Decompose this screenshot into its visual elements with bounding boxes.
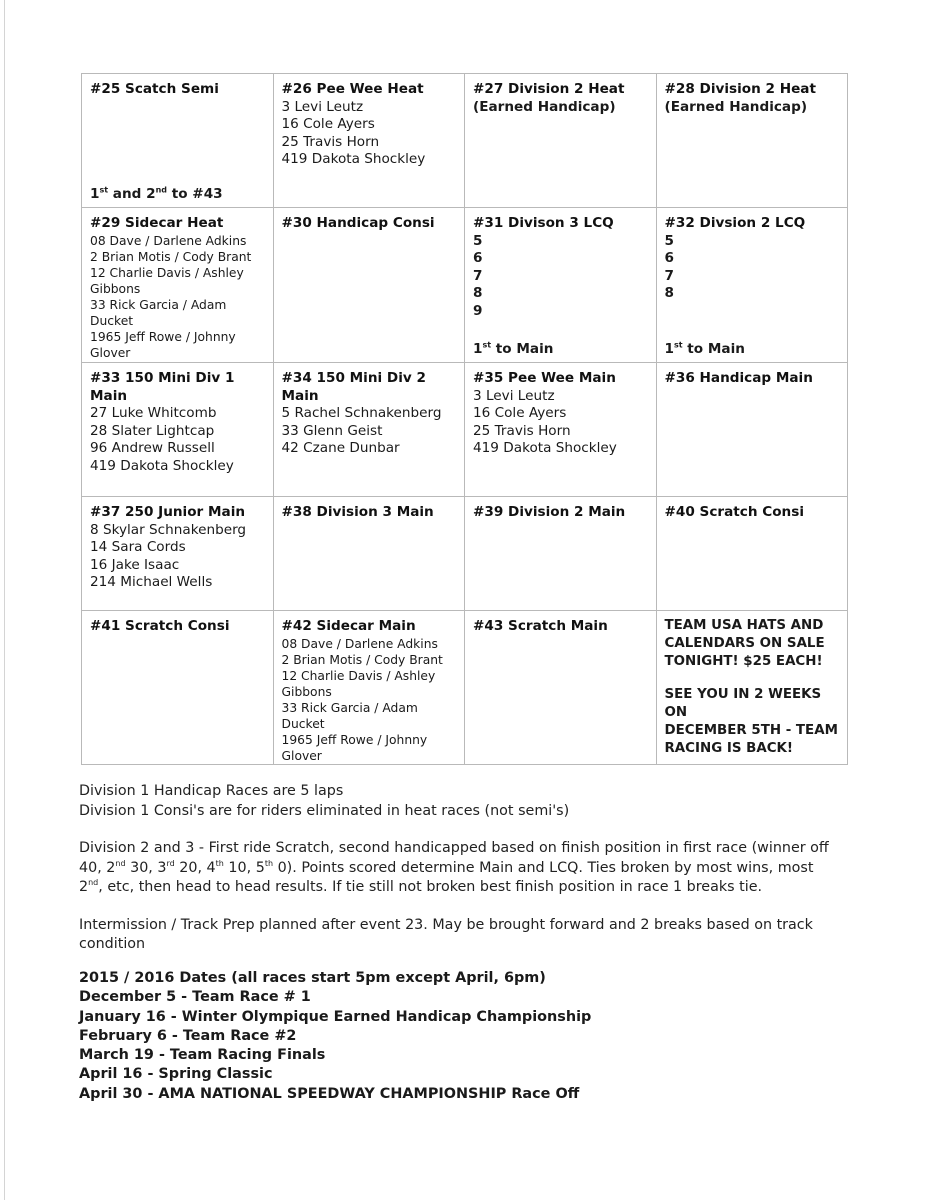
race-cell-27 [465, 74, 657, 208]
race-cell-43 [465, 611, 657, 765]
rider-entry: Glover [281, 748, 322, 763]
rider-entry: 25 Travis Horn [281, 133, 380, 150]
rider-entry: 08 Dave / Darlene Adkins [90, 233, 247, 248]
rider-entry: Gibbons [281, 684, 332, 699]
race-cell-30 [273, 208, 465, 363]
promo-line: DECEMBER 5TH - TEAM [664, 723, 838, 738]
rider-entry: 5 Rachel Schnakenberg [281, 405, 442, 422]
promo-line: TONIGHT! $25 EACH! [664, 654, 823, 669]
race-title: #36 Handicap Main [664, 370, 813, 386]
race-schedule-grid [81, 73, 848, 765]
rider-entry: Ducket [281, 716, 325, 731]
note-line: Division 1 Handicap Races are 5 laps [79, 783, 344, 799]
race-title: #37 250 Junior Main [90, 504, 246, 520]
rider-entry: 16 Cole Ayers [473, 405, 567, 422]
rider-entry: 1965 Jeff Rowe / Johnny [90, 329, 236, 344]
race-cell-34 [273, 363, 465, 497]
race-title: #34 150 Mini Div 2 Main [281, 370, 426, 404]
race-cell-32 [656, 208, 848, 363]
date-item: February 6 - Team Race #2 [79, 1027, 297, 1044]
rider-entry: 33 Glenn Geist [281, 422, 383, 439]
rider-entry: 6 [664, 250, 674, 267]
rider-entry: 3 Levi Leutz [473, 387, 555, 404]
rider-entry: 16 Cole Ayers [281, 116, 375, 133]
dates-heading: 2015 / 2016 Dates (all races start 5pm except April, 6pm) [79, 970, 546, 986]
race-cell-29 [82, 208, 274, 363]
race-cell-41 [82, 611, 274, 765]
rider-entry: 08 Dave / Darlene Adkins [281, 636, 438, 651]
race-title: #25 Scatch Semi [90, 81, 219, 97]
advance-note: 1st to Main [473, 340, 554, 358]
rider-entry: 42 Czane Dunbar [281, 440, 400, 457]
rider-entry: 8 [473, 285, 483, 302]
date-item: March 19 - Team Racing Finals [79, 1047, 326, 1064]
race-title: #41 Scratch Consi [90, 618, 230, 634]
schedule-row [82, 611, 848, 765]
race-title: #29 Sidecar Heat [90, 215, 224, 231]
rider-entry: 6 [473, 250, 483, 267]
race-title: #40 Scratch Consi [664, 504, 804, 520]
rider-entry: 33 Rick Garcia / Adam [90, 297, 227, 312]
race-cell-25 [82, 74, 274, 208]
race-cell-35 [465, 363, 657, 497]
race-cell-37 [82, 497, 274, 611]
note-line: condition [79, 936, 146, 952]
race-cell-31 [465, 208, 657, 363]
rider-entry: 419 Dakota Shockley [90, 457, 234, 474]
race-subtitle: (Earned Handicap) [664, 98, 808, 115]
schedule-row [82, 74, 848, 208]
rider-entry: Glover [90, 345, 131, 360]
race-cell-36 [656, 363, 848, 497]
rider-entry: 28 Slater Lightcap [90, 422, 215, 439]
race-title: #39 Division 2 Main [473, 504, 626, 520]
race-title: #30 Handicap Consi [281, 215, 435, 231]
date-item: April 16 - Spring Classic [79, 1066, 273, 1083]
note-line: Division 2 and 3 - First ride Scratch, second handicapped based on finish position in first race (winner off [79, 840, 829, 856]
race-subtitle: (Earned Handicap) [473, 98, 616, 115]
promo-line: CALENDARS ON SALE [664, 636, 825, 651]
rules-notes [79, 782, 879, 955]
race-cell-42 [273, 611, 465, 765]
promo-line: SEE YOU IN 2 WEEKS ON [664, 687, 822, 720]
season-dates [79, 969, 591, 1104]
race-title: #27 Division 2 Heat [473, 81, 625, 97]
rider-entry: 5 [473, 232, 483, 249]
rider-entry: Gibbons [90, 281, 141, 296]
rider-entry: 27 Luke Whitcomb [90, 405, 217, 422]
rider-entry: 419 Dakota Shockley [473, 440, 617, 457]
race-cell-33 [82, 363, 274, 497]
note-line: Intermission / Track Prep planned after event 23. May be brought forward and 2 breaks based on track [79, 916, 813, 933]
race-title: #32 Divsion 2 LCQ [664, 215, 806, 231]
rider-entry: 8 Skylar Schnakenberg [90, 521, 247, 538]
note-line: 2nd, etc, then head to head results. If tie still not broken best finish position in race 1 breaks tie. [79, 878, 763, 895]
race-cell-38 [273, 497, 465, 611]
note-line: Division 1 Consi's are for riders eliminated in heat races (not semi's) [79, 802, 570, 819]
schedule-row [82, 497, 848, 611]
date-item: April 30 - AMA NATIONAL SPEEDWAY CHAMPIONSHIP Race Off [79, 1085, 580, 1102]
advance-note: 1st to Main [664, 340, 745, 358]
date-item: December 5 - Team Race # 1 [79, 989, 311, 1006]
rider-entry: 214 Michael Wells [90, 574, 213, 591]
rider-entry: 96 Andrew Russell [90, 440, 215, 457]
note-line: 40, 2nd 30, 3rd 20, 4th 10, 5th 0). Points scored determine Main and LCQ. Ties broken by most wins, most [79, 858, 814, 876]
schedule-row [82, 208, 848, 363]
race-cell-40 [656, 497, 848, 611]
rider-entry: 2 Brian Motis / Cody Brant [90, 249, 252, 264]
race-cell-39 [465, 497, 657, 611]
race-title: #31 Divison 3 LCQ [473, 215, 614, 231]
promo-line: TEAM USA HATS AND [664, 618, 824, 633]
advance-note: 1st and 2nd to #43 [90, 185, 223, 203]
schedule-row [82, 363, 848, 497]
promo-line: RACING IS BACK! [664, 741, 794, 756]
rider-entry: 419 Dakota Shockley [281, 151, 426, 168]
rider-entry: 14 Sara Cords [90, 539, 186, 556]
race-cell-28 [656, 74, 848, 208]
race-title: #42 Sidecar Main [281, 618, 416, 634]
rider-entry: 16 Jake Isaac [90, 556, 180, 573]
race-title: #26 Pee Wee Heat [281, 81, 424, 97]
race-cell-26 [273, 74, 465, 208]
date-item: January 16 - Winter Olympique Earned Handicap Championship [79, 1008, 592, 1025]
rider-entry: 33 Rick Garcia / Adam [281, 700, 418, 715]
race-title: #28 Division 2 Heat [664, 81, 816, 97]
race-title: #43 Scratch Main [473, 618, 608, 634]
rider-entry: 7 [473, 267, 483, 284]
race-title: #33 150 Mini Div 1 Main [90, 370, 235, 404]
rider-entry: 12 Charlie Davis / Ashley [281, 668, 436, 683]
rider-entry: 12 Charlie Davis / Ashley [90, 265, 244, 280]
rider-entry: 25 Travis Horn [473, 422, 571, 439]
race-title: #38 Division 3 Main [281, 504, 434, 520]
rider-entry: 7 [664, 267, 674, 284]
rider-entry: 3 Levi Leutz [281, 98, 364, 115]
rider-entry: 9 [473, 302, 483, 319]
rider-entry: 8 [664, 285, 674, 302]
page-margin-line [4, 0, 5, 1200]
race-title: #35 Pee Wee Main [473, 370, 616, 386]
rider-entry: 2 Brian Motis / Cody Brant [281, 652, 443, 667]
promo-cell [656, 611, 848, 765]
rider-entry: Ducket [90, 313, 134, 328]
rider-entry: 5 [664, 232, 674, 249]
rider-entry: 1965 Jeff Rowe / Johnny [281, 732, 428, 747]
